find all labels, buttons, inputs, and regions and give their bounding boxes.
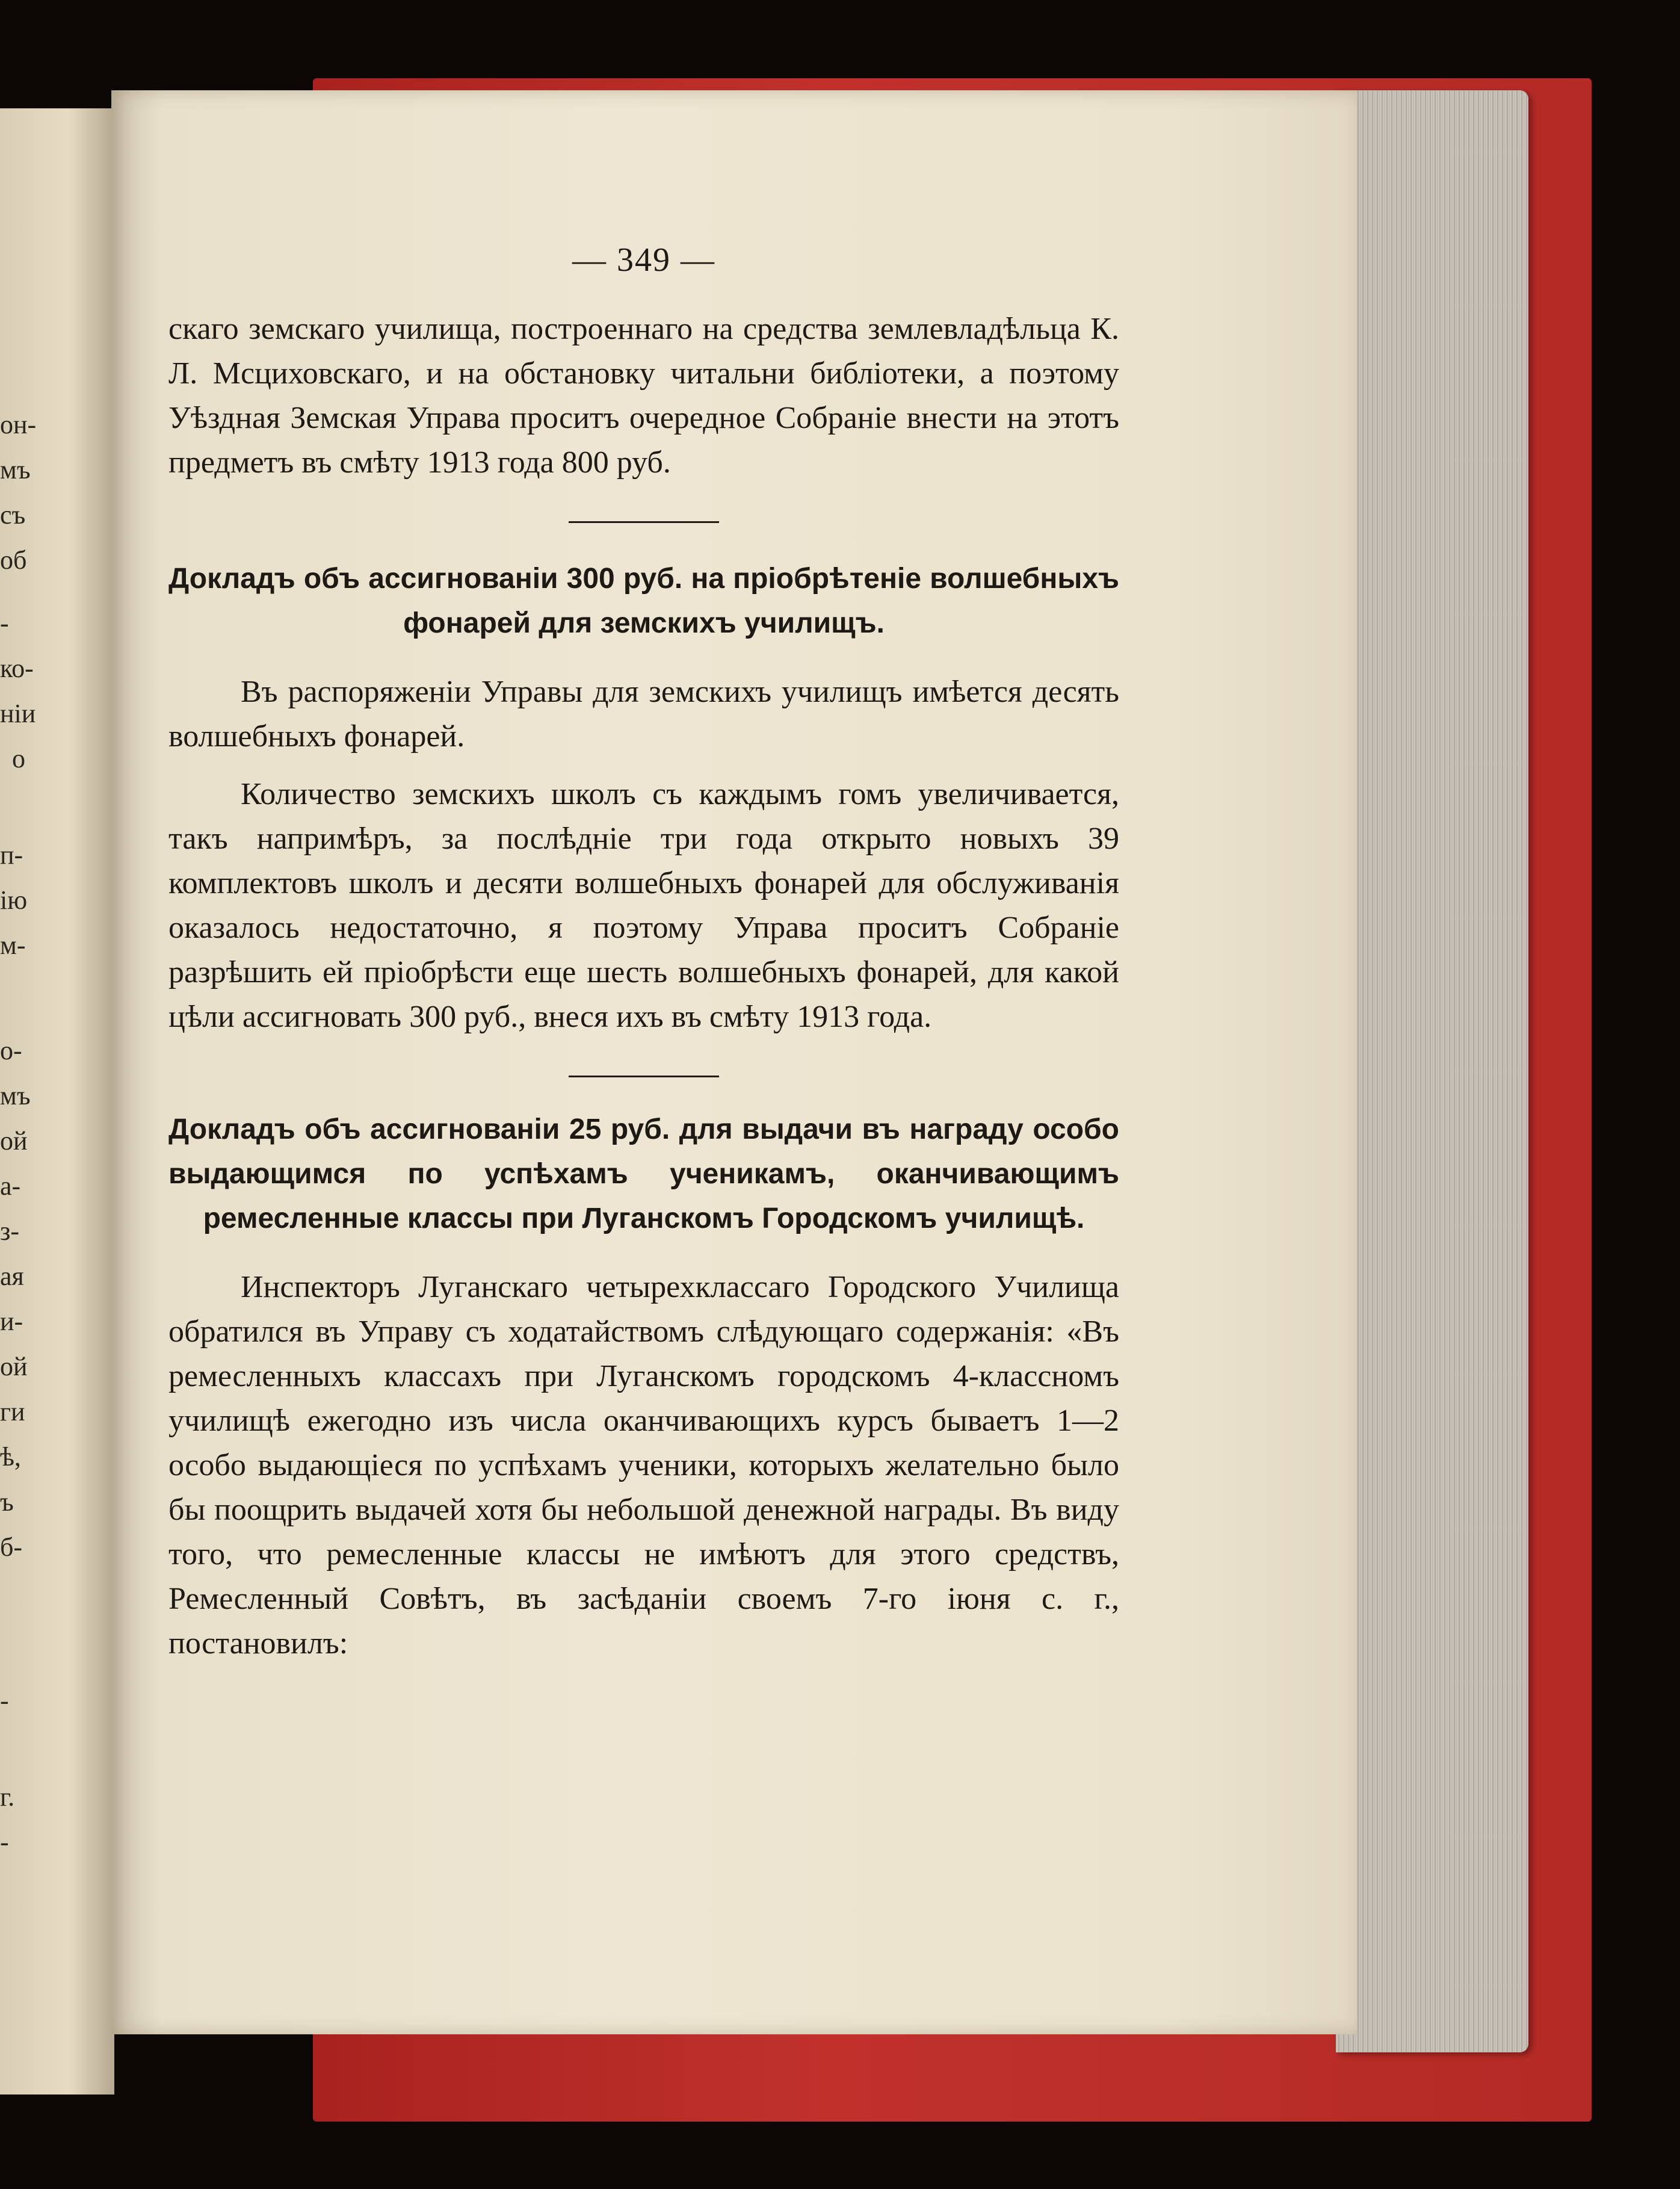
left-fragment: ко- — [0, 654, 34, 683]
left-fragment: об — [0, 545, 27, 575]
left-fragment: ніи — [0, 699, 36, 728]
left-fragment: ъ — [0, 1487, 14, 1517]
paragraph: Количество земскихъ школъ съ каждымъ гомъ увеличивается, такъ напримѣръ, за послѣдніе три года открыто новыхъ 39 комплектовъ школъ и десяти волшебныхъ фонарей для обслуживанія оказалось недостаточно, я поэтому Управа проситъ Собраніе разрѣшить ей пріобрѣсти еще шесть волшебныхъ фонарей, для какой цѣли ассигновать 300 руб., внеся ихъ въ смѣту 1913 года. — [168, 777, 1119, 1034]
paragraph: Въ распоряженіи Управы для земскихъ училищъ имѣется десять волшебныхъ фонарей. — [168, 675, 1119, 754]
left-fragment: он- — [0, 410, 37, 439]
left-fragment: мъ — [0, 1081, 31, 1110]
left-fragment: ой — [0, 1126, 28, 1156]
left-fragment: - — [0, 1827, 9, 1857]
left-fragment: ая — [0, 1262, 24, 1291]
left-fragment: м- — [0, 930, 26, 960]
page-content — [168, 241, 1119, 1666]
page-edges — [1336, 90, 1528, 2052]
left-fragment: - — [0, 1686, 9, 1715]
paragraph: Инспекторъ Луганскаго четырехклассаго Городского Училища обратился въ Управу съ ходатайствомъ слѣдующаго содержанія: «Въ ремесленныхъ классахъ при Луганскомъ городскомъ 4-классномъ училищѣ ежегодно изъ числа оканчивающихъ курсъ бываетъ 1—2 особо выдающіеся по успѣхамъ ученики, которыхъ желательно было бы поощрить выдачей хотя бы небольшой денежной награды. Въ виду того, что ремесленные классы не имѣютъ для этого средствъ, Ремесленный Совѣтъ, въ засѣданіи своемъ 7-го іюня с. г., постановилъ: — [168, 1270, 1119, 1661]
left-fragment: и- — [0, 1307, 23, 1336]
left-fragment: о- — [0, 1036, 22, 1065]
left-fragment: г. — [0, 1782, 15, 1812]
left-fragment: - — [0, 608, 9, 638]
left-fragment: ги — [0, 1397, 25, 1426]
book-page — [111, 90, 1357, 2034]
left-fragment: о — [12, 744, 25, 773]
left-fragment: съ — [0, 500, 26, 530]
left-fragment: мъ — [0, 455, 31, 485]
left-fragment: п- — [0, 840, 23, 870]
page-number: — 349 — — [572, 241, 715, 279]
section-divider — [569, 1076, 719, 1077]
left-fragment: ѣ, — [0, 1442, 21, 1472]
previous-page-edge — [0, 108, 114, 2095]
left-fragment: ой — [0, 1352, 28, 1381]
paragraph: скаго земскаго училища, построеннаго на средства землевладѣльца К. Л. Мсциховскаго, и на обстановку читальни библіотеки, а поэтому Уѣздная Земская Управа проситъ очередное Собраніе внести на этотъ предметъ въ смѣту 1913 года 800 руб. — [168, 312, 1119, 480]
section-heading: Докладъ объ ассигнованіи 25 руб. для выдачи въ награду особо выдающимся по успѣхамъ ученикамъ, оканчивающимъ ремесленные классы при Луганскомъ Городскомъ училищѣ. — [168, 1113, 1119, 1234]
left-fragment: а- — [0, 1171, 21, 1201]
left-fragment: б- — [0, 1532, 23, 1562]
section-divider — [569, 521, 719, 523]
left-fragment: ію — [0, 885, 28, 915]
left-fragment: з- — [0, 1216, 20, 1246]
section-heading: Докладъ объ ассигнованіи 300 руб. на пріобрѣтеніе волшебныхъ фонарей для земскихъ училищъ. — [168, 563, 1119, 639]
